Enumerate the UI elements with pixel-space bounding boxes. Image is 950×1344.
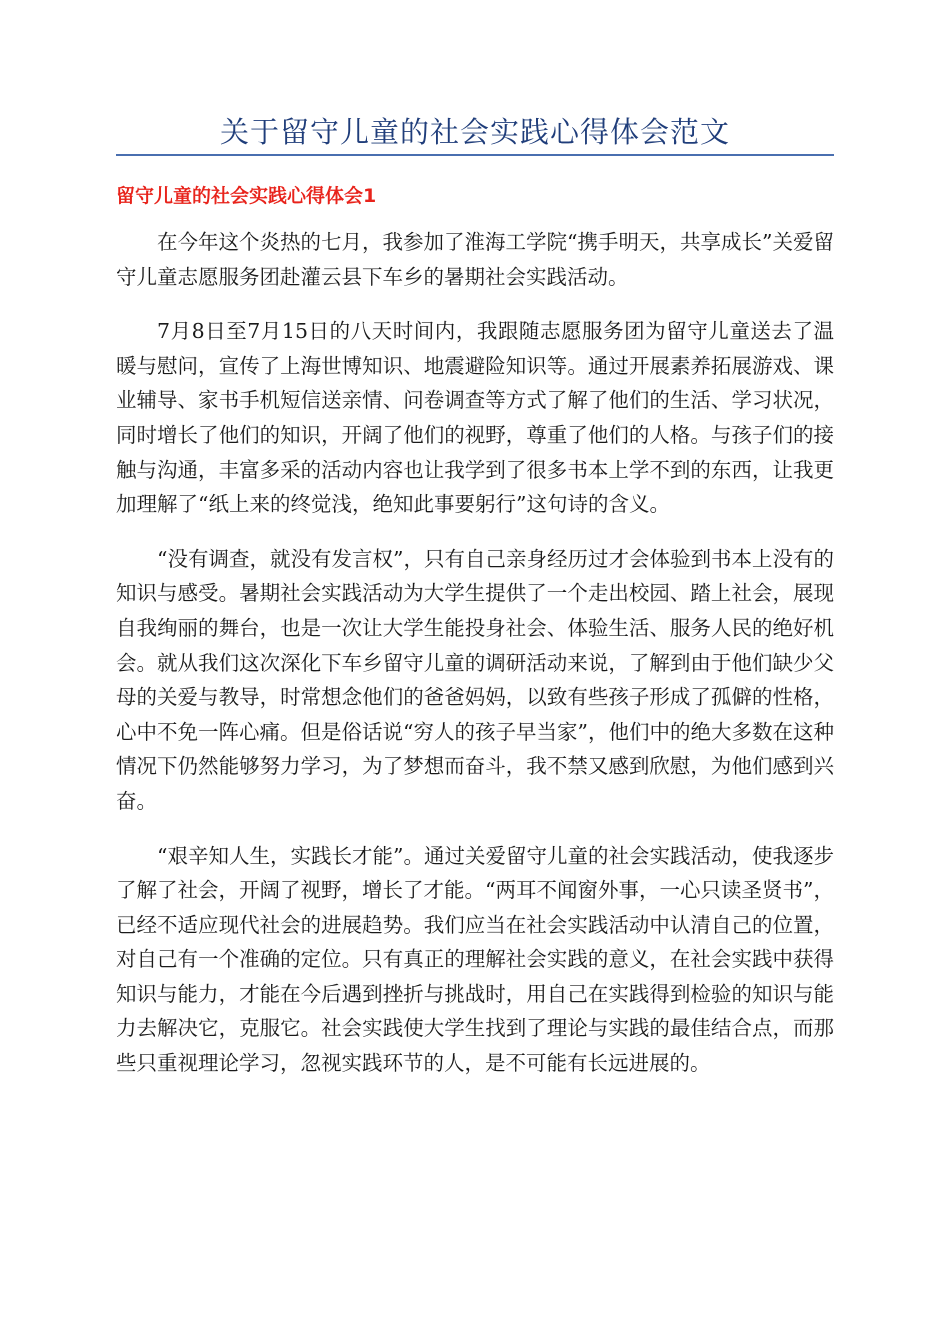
document-body [116, 225, 834, 1101]
title-underline-divider [116, 154, 834, 156]
document-title: 关于留守儿童的社会实践心得体会范文 [219, 115, 730, 149]
paragraph-1: 在今年这个炎热的七月，我参加了淮海工学院“携手明天，共享成长”关爱留守儿童志愿服务团赴灌云县下车乡的暑期社会实践活动。 [116, 230, 834, 289]
paragraph-4: “艰辛知人生，实践长才能”。通过关爱留守儿童的社会实践活动，使我逐步了解了社会，开阔了视野，增长了才能。“两耳不闻窗外事，一心只读圣贤书”，已经不适应现代社会的进展趋势。我们应当在社会实践活动中认清自己的位置，对自己有一个准确的定位。只有真正的理解社会实践的意义，在社会实践中获得知识与能力，才能在今后遇到挫折与挑战时，用自己在实践得到检验的知识与能力去解决它，克服它。社会实践使大学生找到了理论与实践的最佳结合点，而那些只重视理论学习，忽视实践环节的人，是不可能有长远进展的。 [116, 843, 834, 1076]
paragraph-2: 7月8日至7月15日的八天时间内，我跟随志愿服务团为留守儿童送去了温暖与慰问，宣传了上海世博知识、地震避险知识等。通过开展素养拓展游戏、课业辅导、家书手机短信送亲情、问卷调查等方式了解了他们的生活、学习状况，同时增长了他们的知识，开阔了他们的视野，尊重了他们的人格。与孩子们的接触与沟通，丰富多采的活动内容也让我学到了很多书本上学不到的东西，让我更加理解了“纸上来的终觉浅，绝知此事要躬行”这句诗的含义。 [116, 319, 834, 517]
section-heading: 留守儿童的社会实践心得体会1 [116, 185, 377, 207]
paragraph-3: “没有调查，就没有发言权”，只有自己亲身经历过才会体验到书本上没有的知识与感受。暑期社会实践活动为大学生提供了一个走出校园、踏上社会，展现自我绚丽的舞台，也是一次让大学生能投身社会、体验生活、服务人民的绝好机会。就从我们这次深化下车乡留守儿童的调研活动来说，了解到由于他们缺少父母的关爱与教导，时常想念他们的爸爸妈妈，以致有些孩子形成了孤僻的性格，心中不免一阵心痛。但是俗话说“穷人的孩子早当家”，他们中的绝大多数在这种情况下仍然能够努力学习，为了梦想而奋斗，我不禁又感到欣慰，为他们感到兴奋。 [116, 546, 834, 813]
